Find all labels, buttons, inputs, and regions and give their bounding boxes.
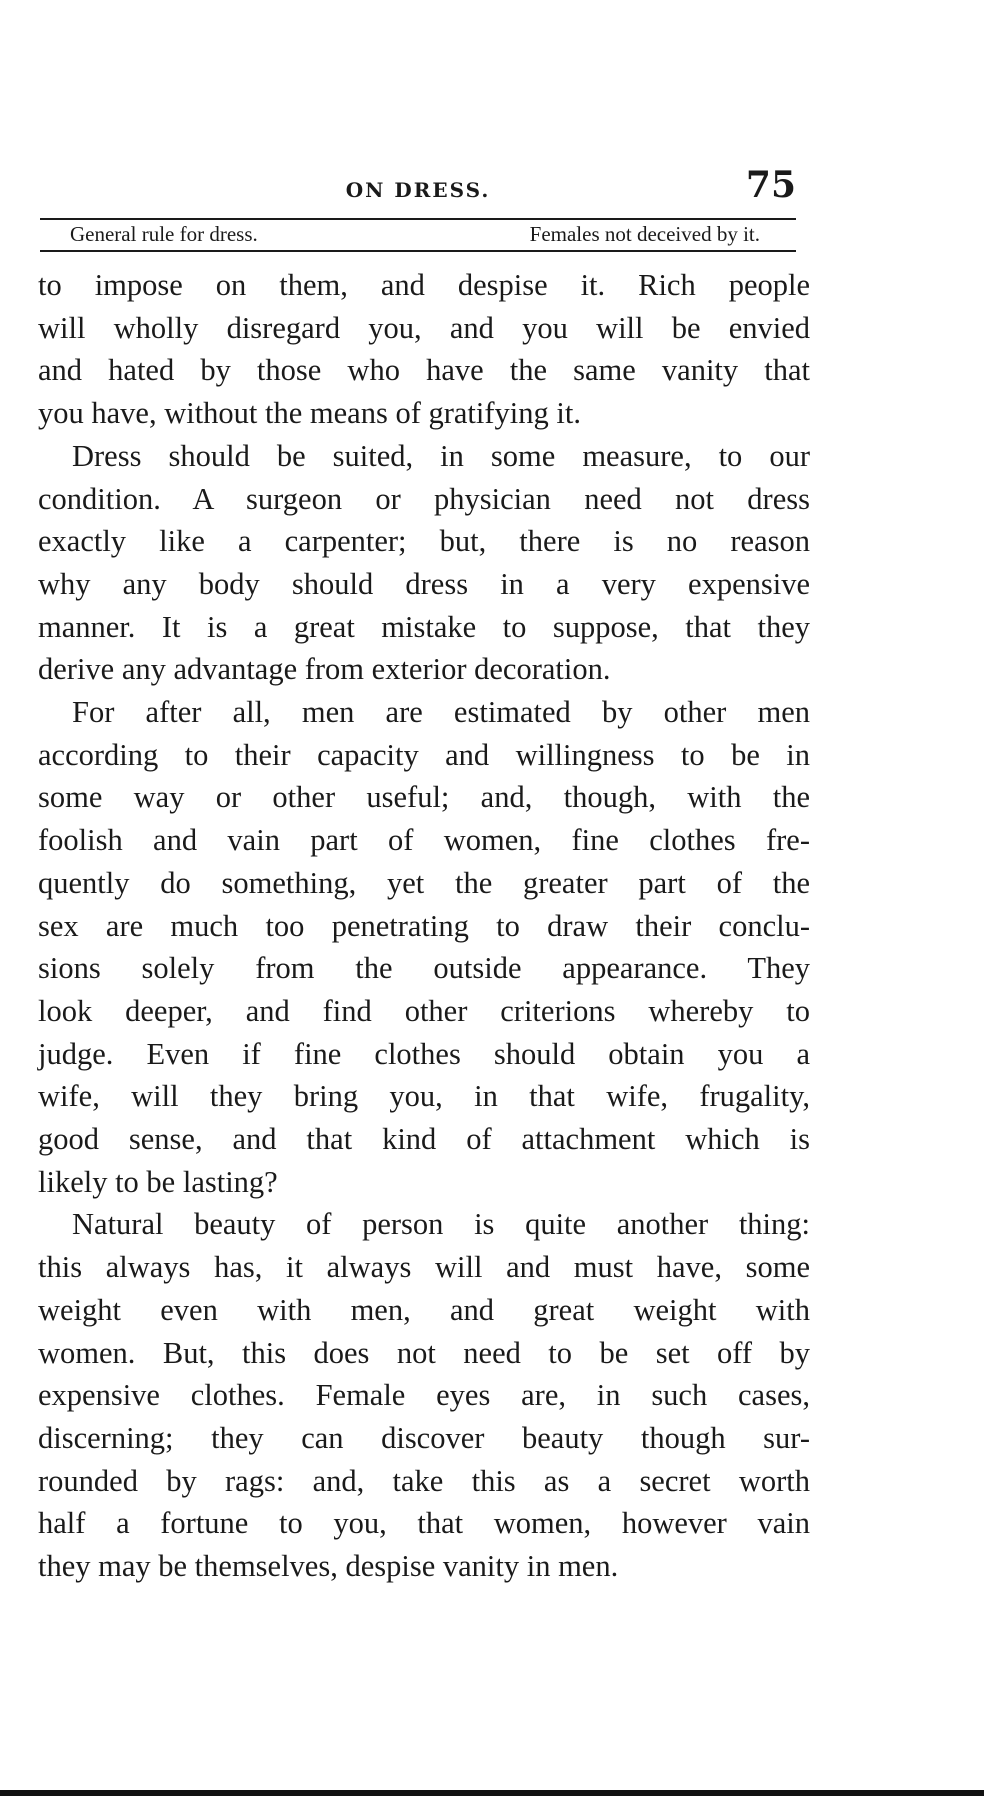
text-line: exactly like a carpenter; but, there is no reason — [38, 524, 810, 559]
text-line: according to their capacity and willingness to be in — [38, 737, 810, 772]
text-line: they may be themselves, despise vanity in men. — [38, 1549, 619, 1584]
text-line: For after all, men are estimated by other men — [72, 695, 810, 730]
running-title: ON DRESS. — [345, 178, 491, 202]
text-line: manner. It is a great mistake to suppose, that they — [38, 609, 810, 644]
body-text — [38, 264, 810, 1588]
text-line: sex are much too penetrating to draw their conclu- — [38, 908, 810, 943]
text-line: some way or other useful; and, though, with the — [38, 780, 810, 815]
text-line: women. But, this does not need to be set off by — [38, 1335, 810, 1370]
text-line: expensive clothes. Female eyes are, in such cases, — [38, 1378, 810, 1413]
marginal-subheads — [70, 222, 760, 250]
text-line: quently do something, yet the greater part of the — [38, 865, 810, 900]
text-line: derive any advantage from exterior decoration. — [38, 652, 611, 687]
text-line: you have, without the means of gratifying it. — [38, 396, 581, 431]
header-rule-top — [40, 218, 796, 220]
page-number: 75 — [745, 164, 796, 206]
scan-bottom-edge — [0, 1790, 984, 1796]
text-line: half a fortune to you, that women, however vain — [38, 1506, 810, 1541]
text-line: why any body should dress in a very expensive — [38, 566, 810, 601]
paragraph-4 — [38, 1203, 810, 1587]
text-line: wife, will they bring you, in that wife, frugality, — [38, 1079, 810, 1114]
text-line: condition. A surgeon or physician need not dress — [38, 481, 810, 516]
text-line: good sense, and that kind of attachment which is — [38, 1122, 810, 1157]
text-line: likely to be lasting? — [38, 1164, 278, 1199]
text-line: this always has, it always will and must have, some — [38, 1250, 810, 1285]
text-line: sions solely from the outside appearance. They — [38, 951, 810, 986]
text-line: will wholly disregard you, and you will be envied — [38, 310, 810, 345]
text-line: discerning; they can discover beauty though sur- — [38, 1420, 810, 1455]
text-line: Natural beauty of person is quite another thing: — [72, 1207, 810, 1242]
paragraph-2 — [38, 435, 810, 691]
paragraph-3 — [38, 691, 810, 1203]
text-line: to impose on them, and despise it. Rich people — [38, 268, 810, 302]
text-line: judge. Even if fine clothes should obtain you a — [38, 1036, 810, 1071]
paragraph-1 — [38, 264, 810, 435]
subhead-right: Females not deceived by it. — [529, 222, 760, 246]
subhead-left: General rule for dress. — [70, 222, 258, 246]
text-line: weight even with men, and great weight with — [38, 1292, 810, 1327]
text-line: look deeper, and find other criterions whereby to — [38, 993, 810, 1028]
text-line: and hated by those who have the same vanity that — [38, 353, 810, 388]
header-rule-bottom — [40, 250, 796, 252]
text-line: foolish and vain part of women, fine clothes fre- — [38, 823, 810, 858]
text-line: rounded by rags: and, take this as a secret worth — [38, 1463, 810, 1498]
running-head — [40, 160, 796, 208]
text-line: Dress should be suited, in some measure, to our — [72, 438, 810, 473]
